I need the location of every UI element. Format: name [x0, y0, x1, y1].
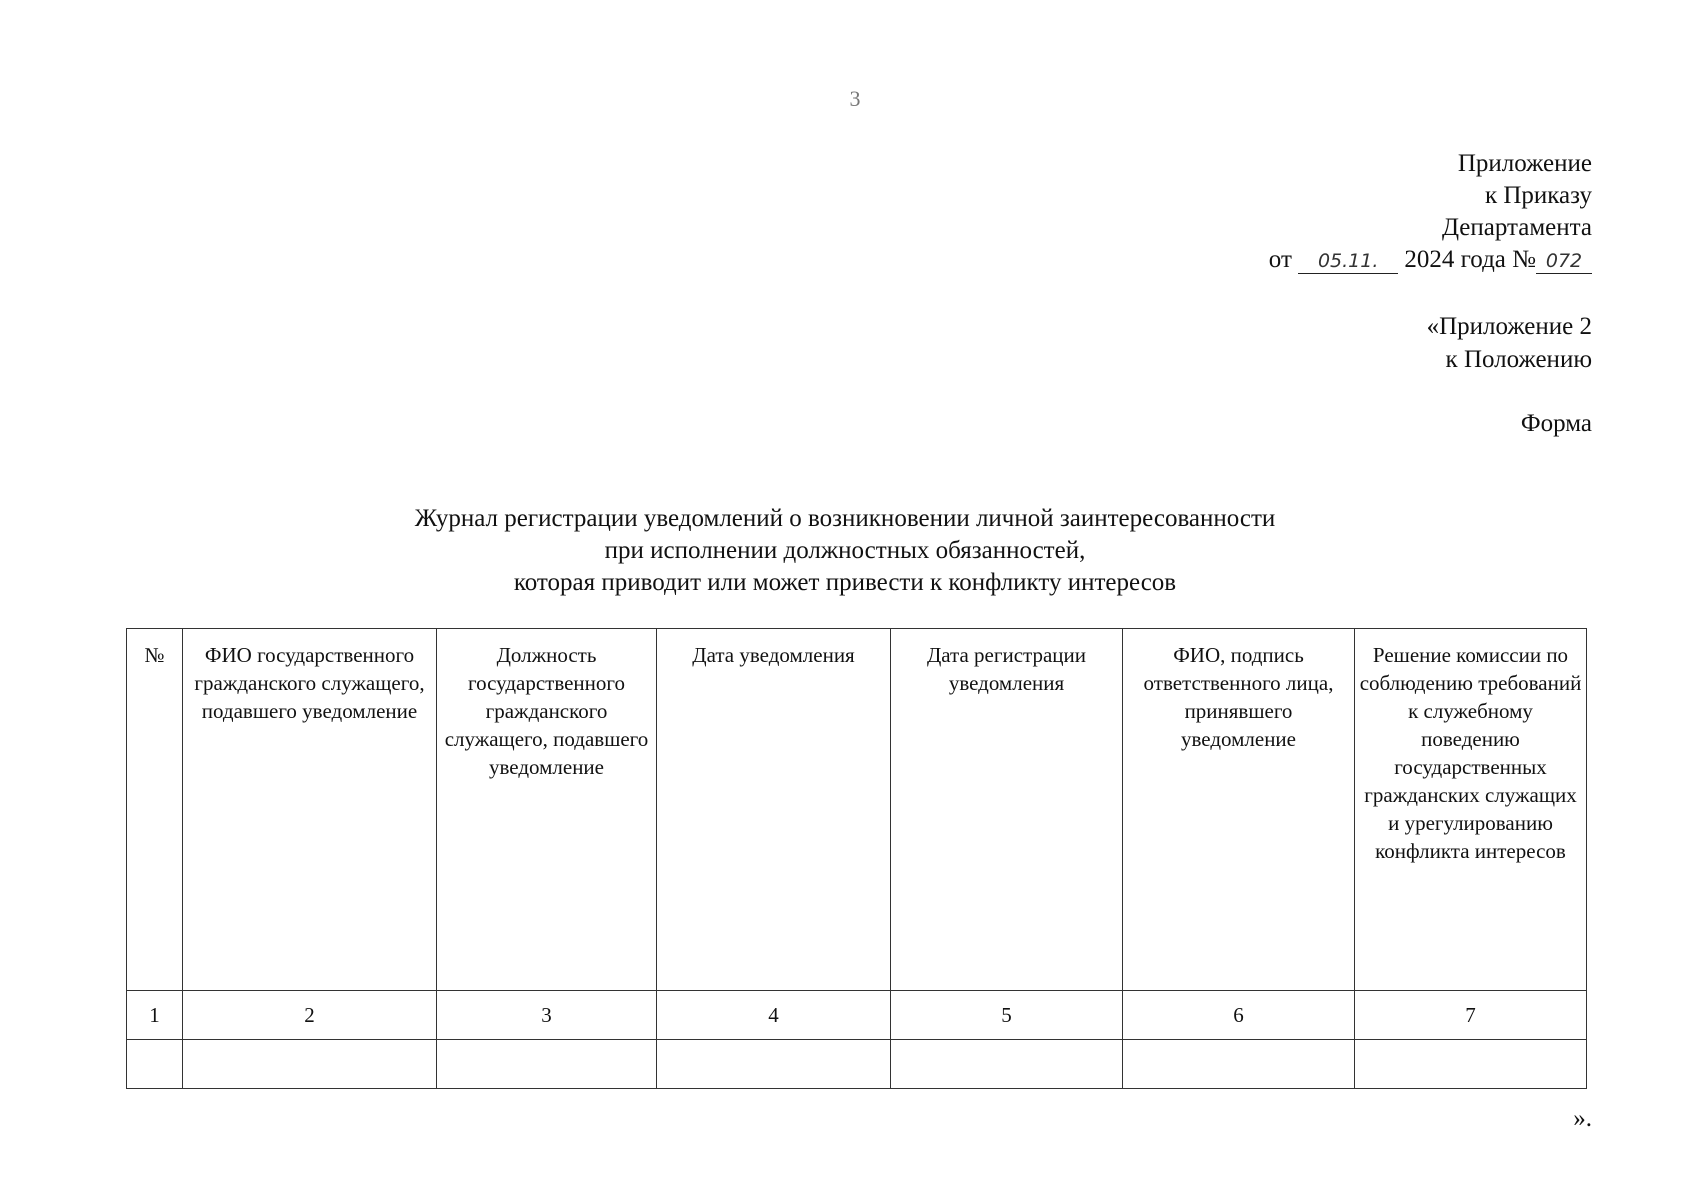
annex-date-line [1269, 244, 1592, 276]
column-number: 7 [1355, 991, 1587, 1040]
journal-table [126, 628, 1587, 1089]
column-number: 4 [657, 991, 891, 1040]
header-notification-date: Дата уведомления [657, 629, 891, 991]
page-number: 3 [849, 86, 861, 111]
column-number: 2 [183, 991, 437, 1040]
date-prefix: от [1268, 246, 1292, 273]
column-number: 5 [891, 991, 1123, 1040]
annex-line-3: Департамента [1441, 214, 1592, 241]
header-employee-position: Должность государственного гражданского служащего, подавшего уведомление [437, 629, 657, 991]
empty-cell [1123, 1040, 1355, 1089]
document-title [280, 503, 1410, 599]
empty-row [127, 1040, 1587, 1089]
annex-header [1269, 148, 1592, 276]
annex2-line-1: «Приложение 2 [1426, 313, 1592, 340]
header-row [127, 629, 1587, 991]
column-number: 3 [437, 991, 657, 1040]
header-employee-name: ФИО государственного гражданского служащего, подавшего уведомление [183, 629, 437, 991]
annex-line-1: Приложение [1457, 150, 1592, 177]
empty-cell [127, 1040, 183, 1089]
header-number: № [127, 629, 183, 991]
column-number: 1 [127, 991, 183, 1040]
header-commission-decision: Решение комиссии по соблюдению требований к служебному поведению государственных гражданских служащих и урегулированию конфликта интересов [1355, 629, 1587, 991]
closing-quote: ». [1573, 1105, 1592, 1132]
empty-cell [183, 1040, 437, 1089]
column-number-row [127, 991, 1587, 1040]
title-line-3: которая приводит или может привести к конфликту интересов [513, 569, 1177, 596]
title-line-1: Журнал регистрации уведомлений о возникновении личной заинтересованности [414, 505, 1276, 532]
title-line-2: при исполнении должностных обязанностей, [604, 537, 1086, 564]
form-label: Форма [1520, 410, 1592, 437]
annex2-header [1427, 310, 1592, 376]
header-registration-date: Дата регистрации уведомления [891, 629, 1123, 991]
handwritten-number: 072 [1536, 249, 1592, 274]
annex-line-2: к Приказу [1484, 182, 1592, 209]
empty-cell [891, 1040, 1123, 1089]
handwritten-date: 05.11. [1298, 249, 1398, 274]
empty-cell [657, 1040, 891, 1089]
column-number: 6 [1123, 991, 1355, 1040]
empty-cell [437, 1040, 657, 1089]
year-text: 2024 года № [1404, 246, 1536, 273]
empty-cell [1355, 1040, 1587, 1089]
annex2-line-2: к Положению [1445, 346, 1592, 373]
header-responsible-person: ФИО, подпись ответственного лица, принявшего уведомление [1123, 629, 1355, 991]
